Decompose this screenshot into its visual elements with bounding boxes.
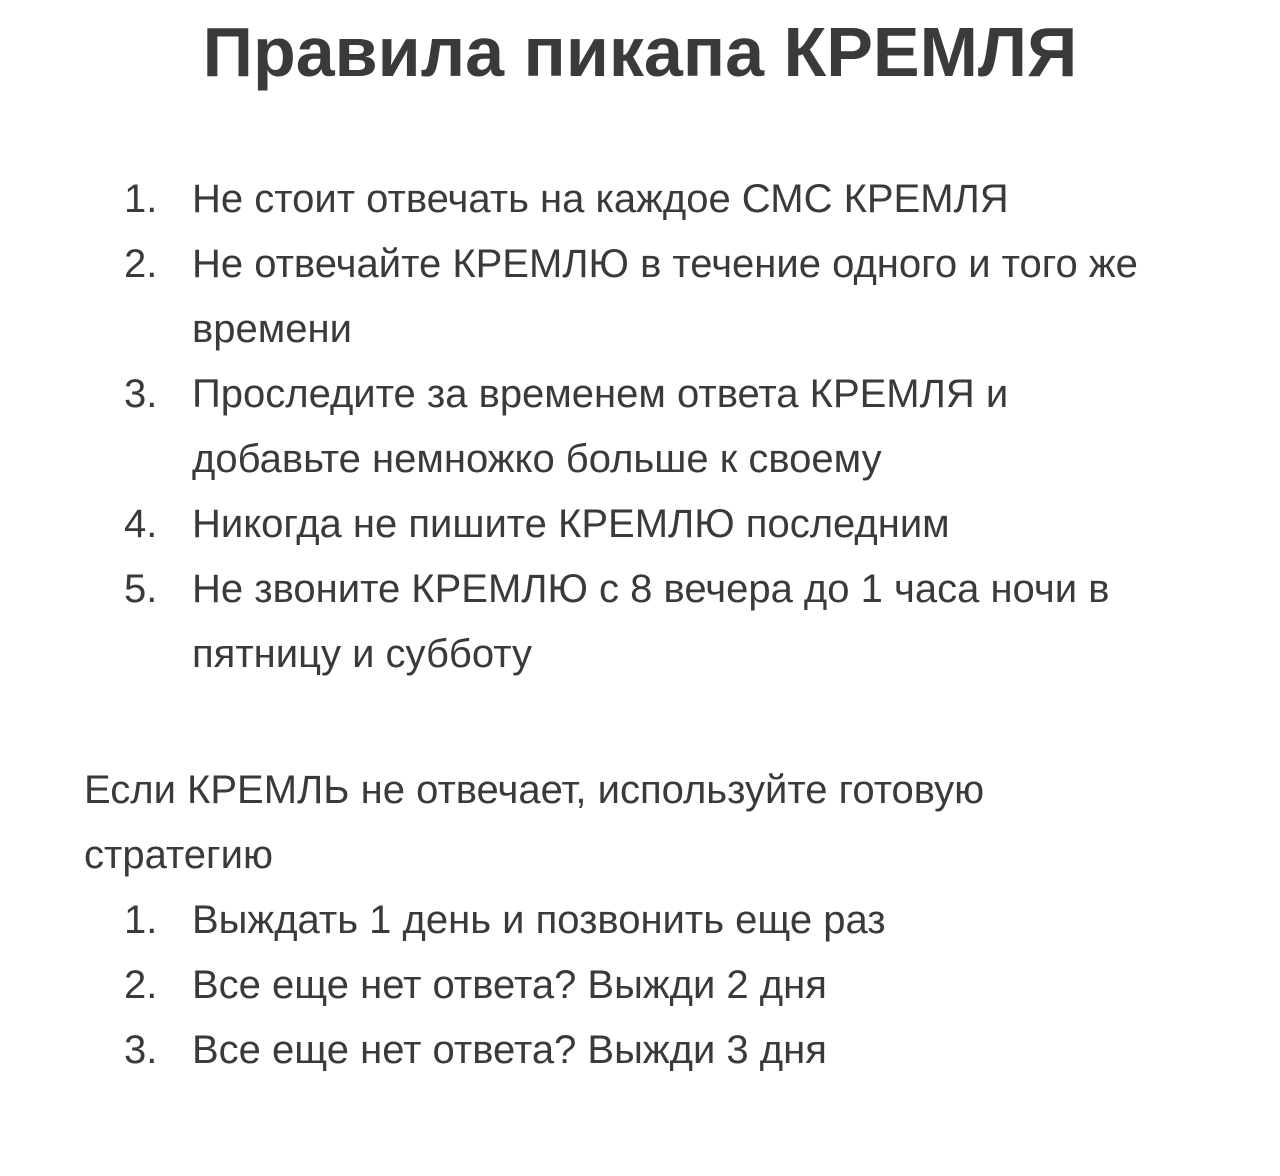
strategy-intro: Если КРЕМЛЬ не отвечает, используйте готовую стратегию [84, 768, 985, 877]
list-number: 2. [124, 963, 158, 1007]
strategy-item-3 [0, 1018, 1152, 1083]
rule-text: Не звоните КРЕМЛЮ с 8 вечера до 1 часа ночи в пятницу и субботу [192, 567, 1110, 676]
rules-list [0, 167, 1152, 687]
list-number: 1. [124, 177, 158, 221]
rule-item-5 [0, 557, 1152, 687]
strategy-item-2 [0, 953, 1152, 1018]
strategy-item-1 [0, 888, 1152, 953]
rule-text: Не отвечайте КРЕМЛЮ в течение одного и того же времени [192, 242, 1138, 351]
rule-text: Никогда не пишите КРЕМЛЮ последним [192, 502, 950, 546]
rule-item-4 [0, 492, 1152, 557]
list-number: 1. [124, 898, 158, 942]
strategy-text: Все еще нет ответа? Выжди 2 дня [192, 963, 827, 1007]
strategy-text: Все еще нет ответа? Выжди 3 дня [192, 1028, 827, 1072]
rule-text: Не стоит отвечать на каждое СМС КРЕМЛЯ [192, 177, 1009, 221]
strategy-list [0, 888, 1152, 1083]
rule-text: Проследите за временем ответа КРЕМЛЯ и добавьте немножко больше к своему [192, 372, 1009, 481]
page-title: Правила пикапа КРЕМЛЯ [202, 13, 1078, 91]
rule-item-2 [0, 232, 1152, 362]
strategy-text: Выждать 1 день и позвонить еще раз [192, 898, 886, 942]
list-number: 3. [124, 372, 158, 416]
rule-item-1 [0, 167, 1152, 232]
list-number: 3. [124, 1028, 158, 1072]
rule-item-3 [0, 362, 1152, 492]
list-number: 5. [124, 567, 158, 611]
list-number: 2. [124, 242, 158, 286]
list-number: 4. [124, 502, 158, 546]
